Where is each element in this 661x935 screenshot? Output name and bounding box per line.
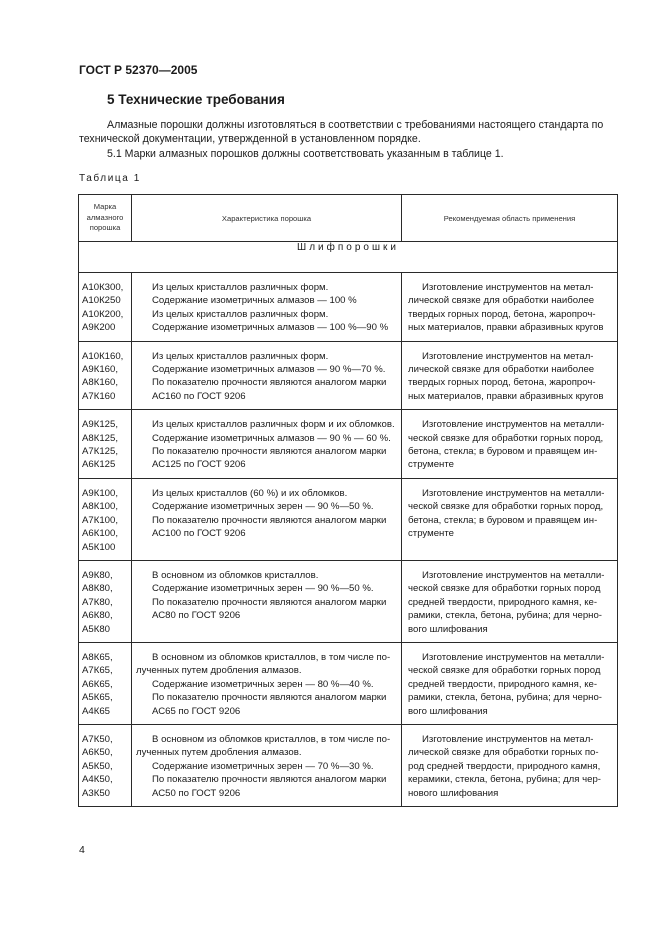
grade-mark: А8К125, — [82, 432, 118, 444]
grade-mark: А6К50, — [82, 747, 113, 759]
section-title: 5 Технические требования — [107, 92, 285, 107]
application-line: вого шлифования — [408, 705, 488, 717]
application-line: ных материалов, правки абразивных кругов — [408, 322, 604, 334]
characteristic-line: Из целых кристаллов (60 %) и их обломков. — [152, 487, 348, 499]
cell-marks — [79, 341, 132, 410]
characteristic-line: Содержание изометричных алмазов — 90 % — 60 %. — [152, 432, 391, 444]
grade-mark: А5К50, — [82, 760, 113, 772]
cell-marks — [79, 560, 132, 642]
application-line: рамики, стекла, бетона, рубина; для черно- — [408, 610, 602, 622]
cell-application-area — [402, 724, 618, 806]
header-mark-line: алмазного — [86, 212, 124, 222]
grade-mark: А5К100 — [82, 541, 116, 553]
characteristic-line: В основном из обломков кристаллов. — [152, 569, 319, 581]
characteristic-line: лученных путем дробления алмазов. — [136, 747, 302, 759]
paragraph-5-1: 5.1 Марки алмазных порошков должны соответствовать указанным в таблице 1. — [107, 148, 504, 160]
characteristic-line: По показателю прочности являются аналогом марки — [152, 446, 387, 458]
cell-marks — [79, 478, 132, 560]
grade-mark: А5К80 — [82, 623, 110, 635]
characteristic-line: Содержание изометричных алмазов — 100 % — [152, 295, 357, 307]
grade-mark: А7К80, — [82, 596, 113, 608]
grade-mark: А8К100, — [82, 501, 118, 513]
grade-mark: А3К50 — [82, 787, 110, 799]
table-label: Таблица 1 — [79, 173, 141, 184]
characteristic-line: В основном из обломков кристаллов, в том числе по- — [152, 651, 391, 663]
application-line: Изготовление инструментов на металли- — [422, 569, 605, 581]
grade-mark: А10К200, — [82, 308, 124, 320]
grade-mark: А10К250 — [82, 295, 121, 307]
characteristic-line: АС65 по ГОСТ 9206 — [152, 705, 241, 717]
grade-mark: А7К100, — [82, 514, 118, 526]
application-line: ческой связке для обработки горных пород — [408, 583, 601, 595]
application-line: род средней твердости, природного камня, — [408, 760, 601, 772]
table-header-row — [79, 195, 618, 242]
powder-grades-table — [78, 194, 618, 807]
characteristic-line: Содержание изометричных зерен — 70 %—30 %. — [152, 760, 374, 772]
application-line: средней твердости, природного камня, ке- — [408, 678, 598, 690]
application-line: Изготовление инструментов на металли- — [422, 651, 605, 663]
characteristic-line: По показателю прочности являются аналогом марки — [152, 692, 387, 704]
header-mark-line: Марка — [93, 202, 117, 212]
characteristic-line: Из целых кристаллов различных форм и их обломков. — [152, 419, 395, 431]
cell-application-area — [402, 341, 618, 410]
application-line: лической связке для обработки горных по- — [408, 747, 599, 759]
application-line: вого шлифования — [408, 623, 488, 635]
characteristic-line: Содержание изометричных зерен — 90 %—50 %. — [152, 501, 374, 513]
cell-marks — [79, 642, 132, 724]
characteristic-line: лученных путем дробления алмазов. — [136, 665, 302, 677]
table-row — [79, 341, 618, 410]
application-line: ческой связке для обработки горных пород, — [408, 432, 604, 444]
application-line: ческой связке для обработки горных пород — [408, 665, 601, 677]
grade-mark: А5К65, — [82, 692, 113, 704]
characteristic-line: Из целых кристаллов различных форм. — [152, 308, 329, 320]
subheading-grinding-powders: Шлифпорошки — [79, 242, 618, 273]
table-row — [79, 273, 618, 342]
header-application-area: Рекомендуемая область применения — [402, 195, 618, 242]
table-row — [79, 410, 618, 479]
grade-mark: А8К160, — [82, 377, 118, 389]
application-line: Изготовление инструментов на металли- — [422, 419, 605, 431]
application-line: бетона, стекла; в буровом и правящем ин- — [408, 514, 598, 526]
application-line: Изготовление инструментов на метал- — [422, 733, 594, 745]
application-line: твердых горных пород, бетона, жаропроч- — [408, 308, 596, 320]
cell-application-area — [402, 273, 618, 342]
table-row — [79, 478, 618, 560]
characteristic-line: АС80 по ГОСТ 9206 — [152, 610, 241, 622]
cell-marks — [79, 273, 132, 342]
cell-characteristic — [132, 642, 402, 724]
cell-characteristic — [132, 560, 402, 642]
grade-mark: А7К50, — [82, 733, 113, 745]
grade-mark: А6К65, — [82, 678, 113, 690]
application-line: Изготовление инструментов на метал- — [422, 350, 594, 362]
grade-mark: А10К300, — [82, 282, 124, 293]
header-mark — [79, 195, 132, 242]
grade-mark: А8К80, — [82, 583, 113, 595]
grade-mark: А10К160, — [82, 350, 124, 362]
grade-mark: А9К200 — [82, 322, 116, 334]
grade-mark: А7К160 — [82, 390, 116, 402]
application-line: керамики, стекла, бетона, рубина; для чер- — [408, 774, 602, 786]
characteristic-line: АС100 по ГОСТ 9206 — [152, 528, 246, 540]
application-line: струменте — [408, 459, 454, 471]
cell-marks — [79, 410, 132, 479]
characteristic-line: По показателю прочности являются аналогом марки — [152, 377, 387, 389]
characteristic-line: АС160 по ГОСТ 9206 — [152, 390, 246, 402]
characteristic-line: Содержание изометричных алмазов — 100 %—90 % — [152, 322, 389, 334]
characteristic-line: АС125 по ГОСТ 9206 — [152, 459, 246, 471]
table-row — [79, 560, 618, 642]
application-line: нового шлифования — [408, 787, 499, 799]
grade-mark: А9К125, — [82, 419, 118, 431]
application-line: твердых горных пород, бетона, жаропроч- — [408, 377, 596, 389]
grade-mark: А6К80, — [82, 610, 113, 622]
characteristic-line: По показателю прочности являются аналогом марки — [152, 774, 387, 786]
grade-mark: А7К65, — [82, 665, 113, 677]
application-line: струменте — [408, 528, 454, 540]
characteristic-line: По показателю прочности являются аналогом марки — [152, 596, 387, 608]
characteristic-line: Содержание изометричных алмазов — 90 %—70 %. — [152, 364, 386, 376]
grade-mark: А8К65, — [82, 651, 113, 663]
characteristic-line: Содержание изометричных зерен — 80 %—40 %. — [152, 678, 374, 690]
grade-mark: А6К100, — [82, 528, 118, 540]
table-subheading-row — [79, 242, 618, 273]
cell-characteristic — [132, 410, 402, 479]
cell-application-area — [402, 642, 618, 724]
characteristic-line: АС50 по ГОСТ 9206 — [152, 787, 241, 799]
paragraph-intro: Алмазные порошки должны изготовляться в соответствии с требованиями настоящего стандарта по технической документации, утвержденной в установленном порядке. — [79, 119, 604, 145]
header-mark-line: порошка — [89, 223, 121, 233]
grade-mark: А9К80, — [82, 569, 113, 581]
application-line: Изготовление инструментов на металли- — [422, 487, 605, 499]
grade-mark: А9К100, — [82, 487, 118, 499]
grade-mark: А7К125, — [82, 446, 118, 458]
application-line: лической связке для обработки наиболее — [408, 295, 595, 307]
cell-characteristic — [132, 341, 402, 410]
application-line: ных материалов, правки абразивных кругов — [408, 390, 604, 402]
application-line: Изготовление инструментов на метал- — [422, 282, 594, 293]
application-line: средней твердости, природного камня, ке- — [408, 596, 598, 608]
characteristic-line: По показателю прочности являются аналогом марки — [152, 514, 387, 526]
characteristic-line: Содержание изометричных зерен — 90 %—50 %. — [152, 583, 374, 595]
grade-mark: А4К50, — [82, 774, 113, 786]
cell-application-area — [402, 478, 618, 560]
cell-characteristic — [132, 478, 402, 560]
characteristic-line: В основном из обломков кристаллов, в том числе по- — [152, 733, 391, 745]
document-code: ГОСТ Р 52370—2005 — [79, 63, 198, 77]
application-line: лической связке для обработки наиболее — [408, 364, 595, 376]
cell-characteristic — [132, 724, 402, 806]
application-line: рамики, стекла, бетона, рубина; для черно- — [408, 692, 602, 704]
grade-mark: А6К125 — [82, 459, 116, 471]
header-characteristic: Характеристика порошка — [132, 195, 402, 242]
application-line: ческой связке для обработки горных пород, — [408, 501, 604, 513]
table-row — [79, 724, 618, 806]
cell-application-area — [402, 560, 618, 642]
application-line: бетона, стекла; в буровом и правящем ин- — [408, 446, 598, 458]
characteristic-line: Из целых кристаллов различных форм. — [152, 282, 329, 293]
cell-marks — [79, 724, 132, 806]
cell-characteristic — [132, 273, 402, 342]
grade-mark: А4К65 — [82, 705, 110, 717]
page-number: 4 — [79, 844, 85, 856]
cell-application-area — [402, 410, 618, 479]
table-row — [79, 642, 618, 724]
grade-mark: А9К160, — [82, 364, 118, 376]
characteristic-line: Из целых кристаллов различных форм. — [152, 350, 329, 362]
